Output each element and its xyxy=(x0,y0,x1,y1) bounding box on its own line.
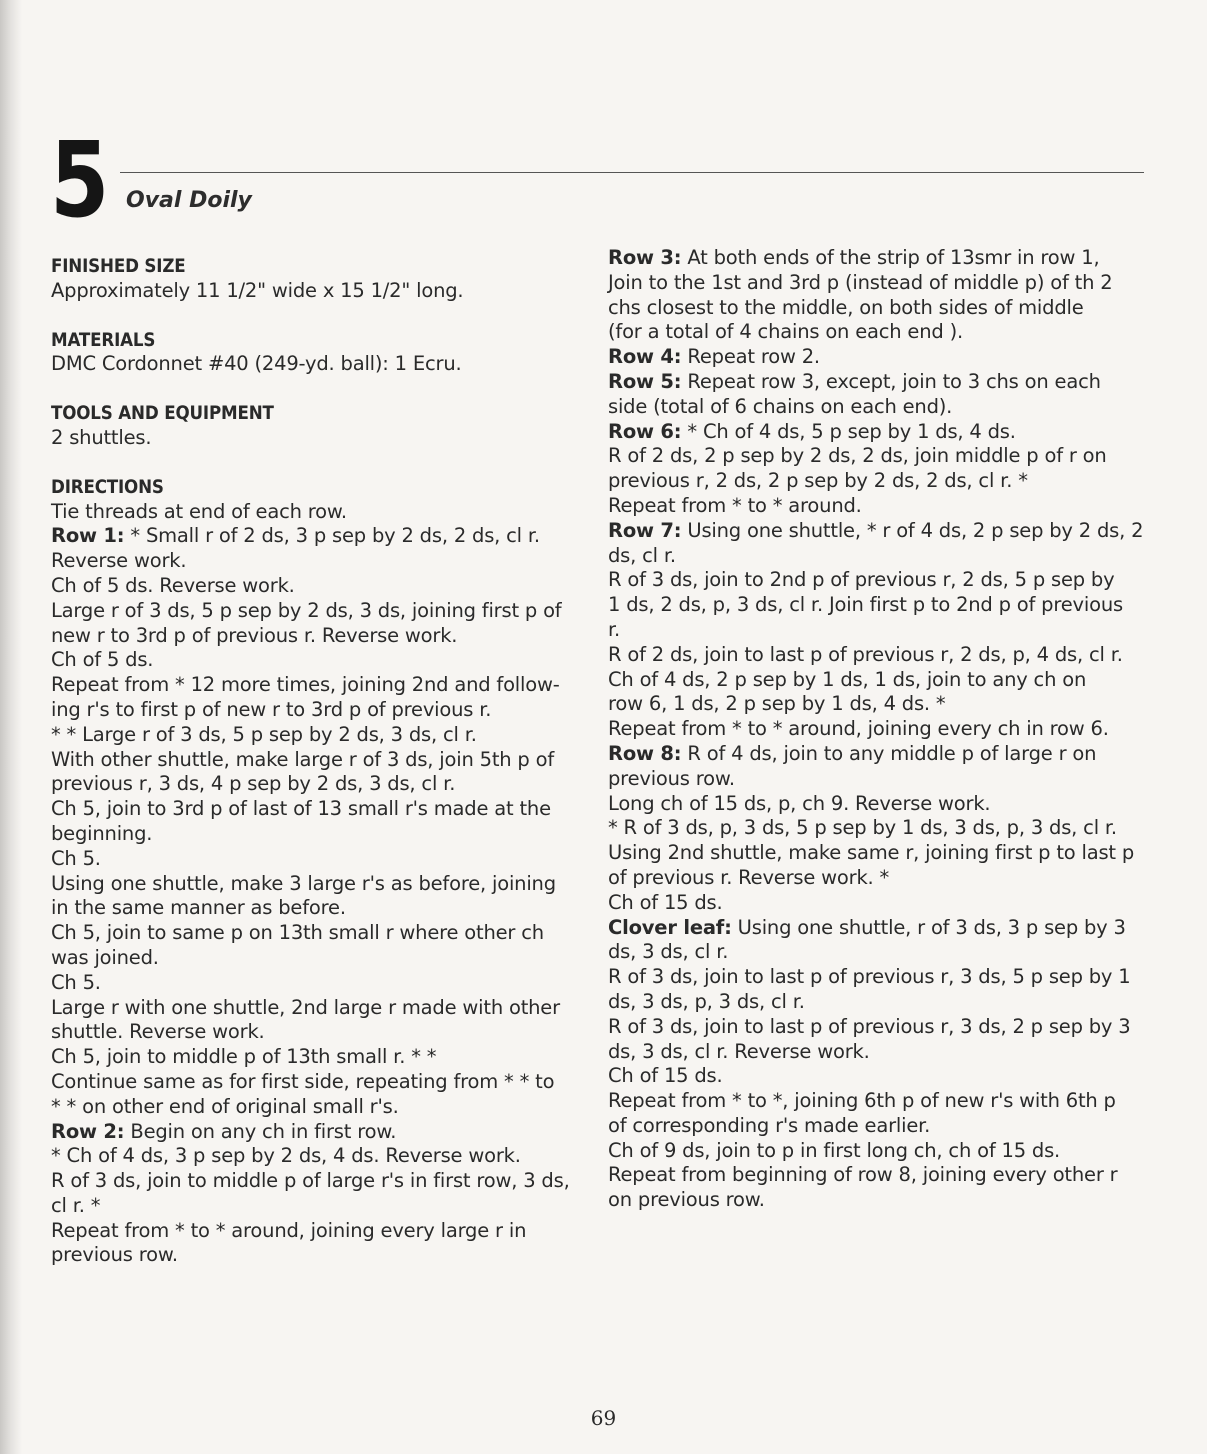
line-text: new r to 3rd p of previous r. Reverse work. xyxy=(51,623,458,647)
tools-heading: TOOLS AND EQUIPMENT xyxy=(51,402,274,425)
direction-line xyxy=(608,767,1153,792)
line-text: * Ch of 4 ds, 3 p sep by 2 ds, 4 ds. Reverse work. xyxy=(51,1144,521,1168)
line-text: Repeat from * to *, joining 6th p of new r's with 6th p xyxy=(608,1089,1116,1113)
direction-line xyxy=(608,1188,1153,1213)
line-text: Ch 5, join to 3rd p of last of 13 small r's made at the xyxy=(51,797,551,821)
direction-line xyxy=(608,544,1153,569)
row-label: Row 6: xyxy=(608,419,682,443)
finished-size-heading: FINISHED SIZE xyxy=(51,255,186,277)
line-text: ds, 3 ds, cl r. xyxy=(608,940,729,964)
line-text: R of 3 ds, join to last p of previous r, 3 ds, 2 p sep by 3 xyxy=(608,1014,1131,1038)
direction-line xyxy=(51,748,591,773)
direction-line xyxy=(51,1169,591,1194)
direction-line xyxy=(608,692,1153,717)
line-text: Using one shuttle, * r of 4 ds, 2 p sep by 2 ds, 2 xyxy=(681,518,1144,542)
direction-line xyxy=(608,444,1153,469)
directions-left-text xyxy=(51,500,591,1269)
pattern-number: 5 xyxy=(50,119,108,241)
directions-heading: DIRECTIONS xyxy=(51,475,164,498)
line-text: Large r with one shuttle, 2nd large r made with other xyxy=(51,995,560,1019)
row-label: Row 4: xyxy=(608,345,682,369)
direction-line xyxy=(608,668,1153,693)
direction-line xyxy=(608,643,1153,668)
line-text: Continue same as for first side, repeating from * * to xyxy=(51,1069,555,1093)
direction-line xyxy=(51,971,591,996)
direction-line xyxy=(51,673,591,698)
line-text: R of 2 ds, 2 p sep by 2 ds, 2 ds, join middle p of r on xyxy=(608,444,1107,468)
line-text: row 6, 1 ds, 2 p sep by 1 ds, 4 ds. * xyxy=(608,692,946,716)
direction-line xyxy=(51,1045,591,1070)
direction-line xyxy=(51,723,591,748)
direction-line xyxy=(608,271,1153,296)
line-text: Tie threads at end of each row. xyxy=(51,499,347,523)
direction-line xyxy=(608,816,1153,841)
line-text: At both ends of the strip of 13smr in row 1, xyxy=(681,246,1100,269)
line-text: Repeat from * 12 more times, joining 2nd and follow- xyxy=(51,673,560,697)
line-text: previous row. xyxy=(51,1243,178,1267)
direction-line xyxy=(608,296,1153,321)
line-text: Long ch of 15 ds, p, ch 9. Reverse work. xyxy=(608,791,991,815)
line-text: side (total of 6 chains on each end). xyxy=(608,394,953,418)
direction-line xyxy=(608,494,1153,519)
line-text: Repeat from * to * around. xyxy=(608,493,862,517)
direction-line xyxy=(51,698,591,723)
direction-line xyxy=(51,524,591,549)
line-text: previous row. xyxy=(608,766,735,790)
line-text: beginning. xyxy=(51,821,153,845)
line-text: * Ch of 4 ds, 5 p sep by 1 ds, 4 ds. xyxy=(681,419,1016,443)
line-text: of corresponding r's made earlier. xyxy=(608,1113,931,1137)
direction-line xyxy=(608,1040,1153,1065)
direction-line xyxy=(51,797,591,822)
direction-line xyxy=(51,996,591,1021)
left-column xyxy=(51,254,591,1268)
direction-line xyxy=(608,841,1153,866)
line-text: in the same manner as before. xyxy=(51,896,346,920)
direction-line xyxy=(608,916,1153,941)
line-text: R of 3 ds, join to 2nd p of previous r, 2 ds, 5 p sep by xyxy=(608,568,1115,592)
direction-line xyxy=(608,395,1153,420)
line-text: Ch of 15 ds. xyxy=(608,1064,723,1088)
line-text: (for a total of 4 chains on each end ). xyxy=(608,320,963,344)
title-rule xyxy=(120,172,1144,173)
line-text: Ch of 5 ds. xyxy=(51,648,154,672)
line-text: of previous r. Reverse work. * xyxy=(608,865,890,889)
line-text: previous r, 2 ds, 2 p sep by 2 ds, 2 ds, cl r. * xyxy=(608,469,1028,493)
row-label: Row 5: xyxy=(608,369,682,393)
line-text: Ch 5, join to same p on 13th small r where other ch xyxy=(51,921,544,945)
direction-line xyxy=(608,345,1153,370)
line-text: Begin on any ch in first row. xyxy=(124,1119,397,1143)
line-text: * R of 3 ds, p, 3 ds, 5 p sep by 1 ds, 3 ds, p, 3 ds, cl r. xyxy=(608,816,1117,840)
line-text: Repeat row 2. xyxy=(681,345,820,369)
direction-line xyxy=(51,1144,591,1169)
direction-line xyxy=(608,1163,1153,1188)
line-text: * * on other end of original small r's. xyxy=(51,1094,399,1118)
line-text: Repeat from * to * around, joining every ch in row 6. xyxy=(608,717,1109,741)
direction-line xyxy=(608,891,1153,916)
direction-line xyxy=(51,896,591,921)
page-number: 69 xyxy=(590,1406,617,1430)
line-text: Repeat row 3, except, join to 3 chs on each xyxy=(681,369,1101,393)
line-text: Repeat from beginning of row 8, joining every other r xyxy=(608,1163,1118,1187)
line-text: ing r's to first p of new r to 3rd p of previous r. xyxy=(51,697,492,721)
direction-line xyxy=(608,568,1153,593)
line-text: * * Large r of 3 ds, 5 p sep by 2 ds, 3 ds, cl r. xyxy=(51,722,477,746)
direction-line xyxy=(608,1064,1153,1089)
direction-line xyxy=(608,370,1153,395)
row-label: Clover leaf: xyxy=(608,915,732,939)
direction-line xyxy=(608,593,1153,618)
direction-line xyxy=(608,519,1153,544)
direction-line xyxy=(51,500,591,525)
pattern-title: Oval Doily xyxy=(126,188,252,213)
direction-line xyxy=(608,246,1153,271)
direction-line xyxy=(51,1070,591,1095)
direction-line xyxy=(51,648,591,673)
line-text: Repeat from * to * around, joining every large r in xyxy=(51,1218,527,1242)
direction-line xyxy=(51,1120,591,1145)
line-text: R of 3 ds, join to last p of previous r, 3 ds, 5 p sep by 1 xyxy=(608,965,1131,989)
direction-line xyxy=(51,574,591,599)
line-text: R of 2 ds, join to last p of previous r, 2 ds, p, 4 ds, cl r. xyxy=(608,642,1123,666)
direction-line xyxy=(608,1114,1153,1139)
line-text: ds, 3 ds, cl r. Reverse work. xyxy=(608,1039,870,1063)
direction-line xyxy=(51,624,591,649)
line-text: previous r, 3 ds, 4 p sep by 2 ds, 3 ds, cl r. xyxy=(51,772,456,796)
direction-line xyxy=(51,921,591,946)
line-text: 1 ds, 2 ds, p, 3 ds, cl r. Join first p to 2nd p of previous xyxy=(608,593,1123,617)
line-text: R of 3 ds, join to middle p of large r's in first row, 3 ds, xyxy=(51,1169,570,1193)
direction-line xyxy=(51,1243,591,1268)
direction-line xyxy=(608,742,1153,767)
tools-text: 2 shuttles. xyxy=(51,425,152,449)
line-text: * Small r of 2 ds, 3 p sep by 2 ds, 2 ds, cl r. xyxy=(124,524,540,548)
direction-line xyxy=(51,1219,591,1244)
row-label: Row 7: xyxy=(608,518,682,542)
line-text: Using 2nd shuttle, make same r, joining first p to last p xyxy=(608,841,1135,865)
line-text: ds, 3 ds, p, 3 ds, cl r. xyxy=(608,989,805,1013)
line-text: chs closest to the middle, on both sides of middle xyxy=(608,295,1084,319)
direction-line xyxy=(608,1089,1153,1114)
direction-line xyxy=(51,549,591,574)
row-label: Row 8: xyxy=(608,741,682,765)
line-text: Ch 5. xyxy=(51,846,101,870)
materials-heading: MATERIALS xyxy=(51,328,156,351)
row-label: Row 1: xyxy=(51,524,125,548)
line-text: Using one shuttle, r of 3 ds, 3 p sep by 3 xyxy=(731,915,1126,939)
line-text: Ch of 4 ds, 2 p sep by 1 ds, 1 ds, join to any ch on xyxy=(608,667,1087,691)
direction-line xyxy=(608,866,1153,891)
direction-line xyxy=(608,965,1153,990)
direction-line xyxy=(608,792,1153,817)
direction-line xyxy=(608,990,1153,1015)
line-text: r. xyxy=(608,617,621,641)
direction-line xyxy=(51,1095,591,1120)
line-text: on previous row. xyxy=(608,1188,765,1212)
line-text: Ch of 9 ds, join to p in first long ch, ch of 15 ds. xyxy=(608,1138,1061,1162)
direction-line xyxy=(51,599,591,624)
right-column xyxy=(608,246,1153,1213)
line-text: Ch of 15 ds. xyxy=(608,890,723,914)
direction-line xyxy=(608,420,1153,445)
direction-line xyxy=(51,847,591,872)
finished-size-text: Approximately 11 1/2" wide x 15 1/2" long. xyxy=(51,278,464,302)
direction-line xyxy=(608,469,1153,494)
direction-line xyxy=(608,320,1153,345)
directions-right-text xyxy=(608,246,1153,1213)
direction-line xyxy=(608,717,1153,742)
line-text: was joined. xyxy=(51,945,159,969)
line-text: Ch 5. xyxy=(51,970,101,994)
row-label: Row 3: xyxy=(608,246,682,269)
direction-line xyxy=(608,1139,1153,1164)
book-spine-shadow xyxy=(0,0,22,1454)
line-text: ds, cl r. xyxy=(608,543,676,567)
direction-line xyxy=(608,1015,1153,1040)
direction-line xyxy=(51,1020,591,1045)
line-text: Large r of 3 ds, 5 p sep by 2 ds, 3 ds, joining first p of xyxy=(51,598,562,622)
direction-line xyxy=(608,940,1153,965)
row-label: Row 2: xyxy=(51,1119,125,1143)
line-text: Using one shuttle, make 3 large r's as before, joining xyxy=(51,871,556,895)
line-text: Ch 5, join to middle p of 13th small r. * * xyxy=(51,1045,437,1069)
line-text: Ch of 5 ds. Reverse work. xyxy=(51,573,295,597)
direction-line xyxy=(51,872,591,897)
direction-line xyxy=(51,772,591,797)
direction-line xyxy=(51,822,591,847)
direction-line xyxy=(51,946,591,971)
line-text: With other shuttle, make large r of 3 ds, join 5th p of xyxy=(51,747,555,771)
line-text: cl r. * xyxy=(51,1193,101,1217)
line-text: R of 4 ds, join to any middle p of large r on xyxy=(681,741,1097,765)
line-text: Reverse work. xyxy=(51,549,187,573)
materials-text: DMC Cordonnet #40 (249-yd. ball): 1 Ecru. xyxy=(51,352,462,376)
line-text: Join to the 1st and 3rd p (instead of middle p) of th 2 xyxy=(608,270,1113,294)
direction-line xyxy=(608,618,1153,643)
direction-line xyxy=(51,1194,591,1219)
line-text: shuttle. Reverse work. xyxy=(51,1020,265,1044)
